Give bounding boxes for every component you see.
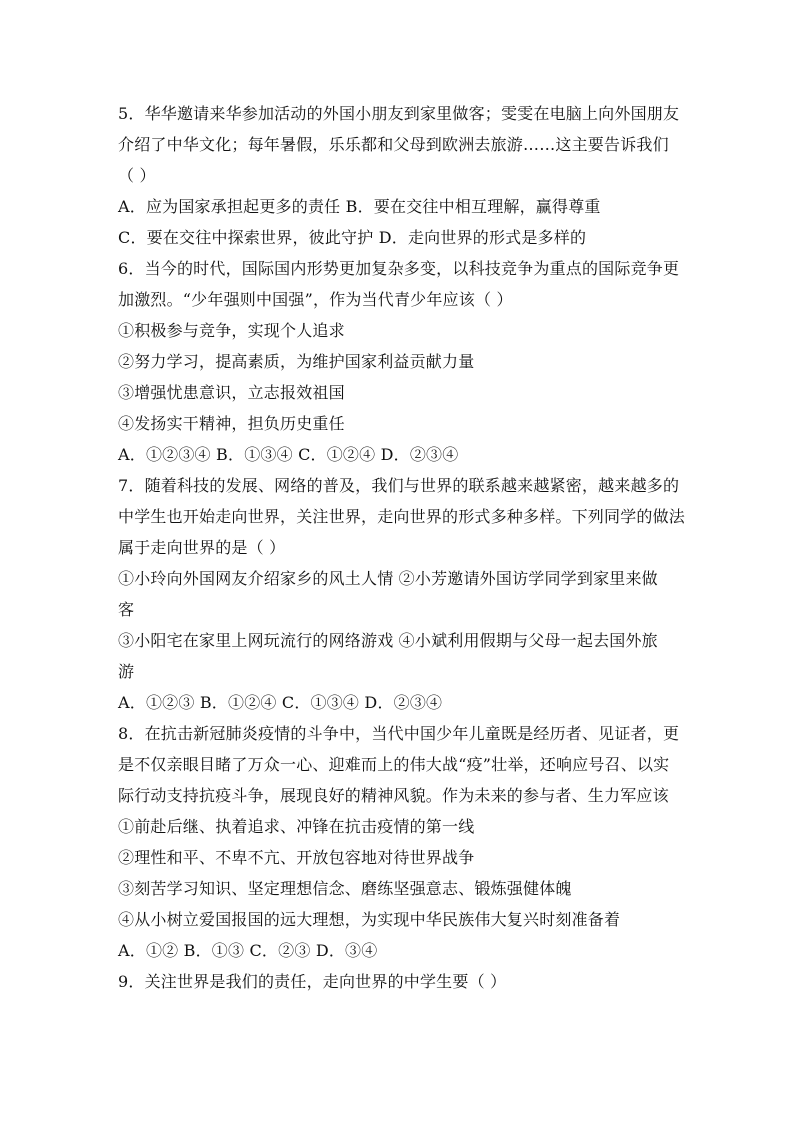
q5-answer-blank: （ ） bbox=[118, 166, 156, 185]
q8-options: A．①② B．①③ C．②③ D．③④ bbox=[118, 941, 378, 960]
q7-statements-1-2-wrap: 客 bbox=[118, 600, 135, 619]
q6-statement-3: ③增强忧患意识，立志报效祖国 bbox=[118, 383, 345, 402]
q8-statement-3: ③刻苦学习知识、坚定理想信念、磨练坚强意志、锻炼强健体魄 bbox=[118, 879, 572, 898]
q7-statements-3-4-wrap: 游 bbox=[118, 662, 135, 681]
q6-stem-line-2: 加激烈。“少年强则中国强”，作为当代青少年应该（ ） bbox=[118, 290, 513, 309]
q5-stem-line-2: 介绍了中华文化；每年暑假，乐乐都和父母到欧洲去旅游……这主要告诉我们 bbox=[118, 135, 669, 154]
q7-statements-3-4: ③小阳宅在家里上网玩流行的网络游戏 ④小斌利用假期与父母一起去国外旅 bbox=[118, 631, 658, 650]
q8-statement-2: ②理性和平、不卑不亢、开放包容地对待世界战争 bbox=[118, 848, 475, 867]
q5-stem-line-1: 5．华华邀请来华参加活动的外国小朋友到家里做客；雯雯在电脑上向外国朋友 bbox=[118, 104, 680, 123]
q6-options: A．①②③④ B．①③④ C．①②④ D．②③④ bbox=[118, 445, 459, 464]
q6-statement-2: ②努力学习，提高素质，为维护国家利益贡献力量 bbox=[118, 352, 475, 371]
q7-options: A．①②③ B．①②④ C．①③④ D．②③④ bbox=[118, 693, 443, 712]
q8-statement-4: ④从小树立爱国报国的远大理想，为实现中华民族伟大复兴时刻准备着 bbox=[118, 910, 621, 929]
q5-options-cd: C．要在交往中探索世界，彼此守护 D．走向世界的形式是多样的 bbox=[118, 228, 587, 247]
q7-stem-line-1: 7．随着科技的发展、网络的普及，我们与世界的联系越来越紧密，越来越多的 bbox=[118, 476, 680, 495]
q6-statement-4: ④发扬实干精神，担负历史重任 bbox=[118, 414, 345, 433]
q6-stem-line-1: 6．当今的时代，国际国内形势更加复杂多变，以科技竞争为重点的国际竞争更 bbox=[118, 259, 680, 278]
q8-statement-1: ①前赴后继、执着追求、冲锋在抗击疫情的第一线 bbox=[118, 817, 475, 836]
q5-options-ab: A．应为国家承担起更多的责任 B．要在交往中相互理解，赢得尊重 bbox=[118, 197, 601, 216]
q8-stem-line-2: 是不仅亲眼目睹了万众一心、迎难而上的伟大战“疫”壮举，还响应号召、以实 bbox=[118, 755, 670, 774]
q7-stem-line-2: 中学生也开始走向世界，关注世界，走向世界的形式多种多样。下列同学的做法 bbox=[118, 507, 686, 526]
q8-stem-line-1: 8．在抗击新冠肺炎疫情的斗争中，当代中国少年儿童既是经历者、见证者，更 bbox=[118, 724, 680, 743]
q7-statements-1-2: ①小玲向外国网友介绍家乡的风土人情 ②小芳邀请外国访学同学到家里来做 bbox=[118, 569, 658, 588]
q8-stem-line-3: 际行动支持抗疫斗争，展现良好的精神风貌。作为未来的参与者、生力军应该 bbox=[118, 786, 669, 805]
q6-statement-1: ①积极参与竞争，实现个人追求 bbox=[118, 321, 345, 340]
q9-stem-line-1: 9．关注世界是我们的责任，走向世界的中学生要（ ） bbox=[118, 972, 507, 991]
q7-stem-line-3: 属于走向世界的是（ ） bbox=[118, 538, 286, 557]
